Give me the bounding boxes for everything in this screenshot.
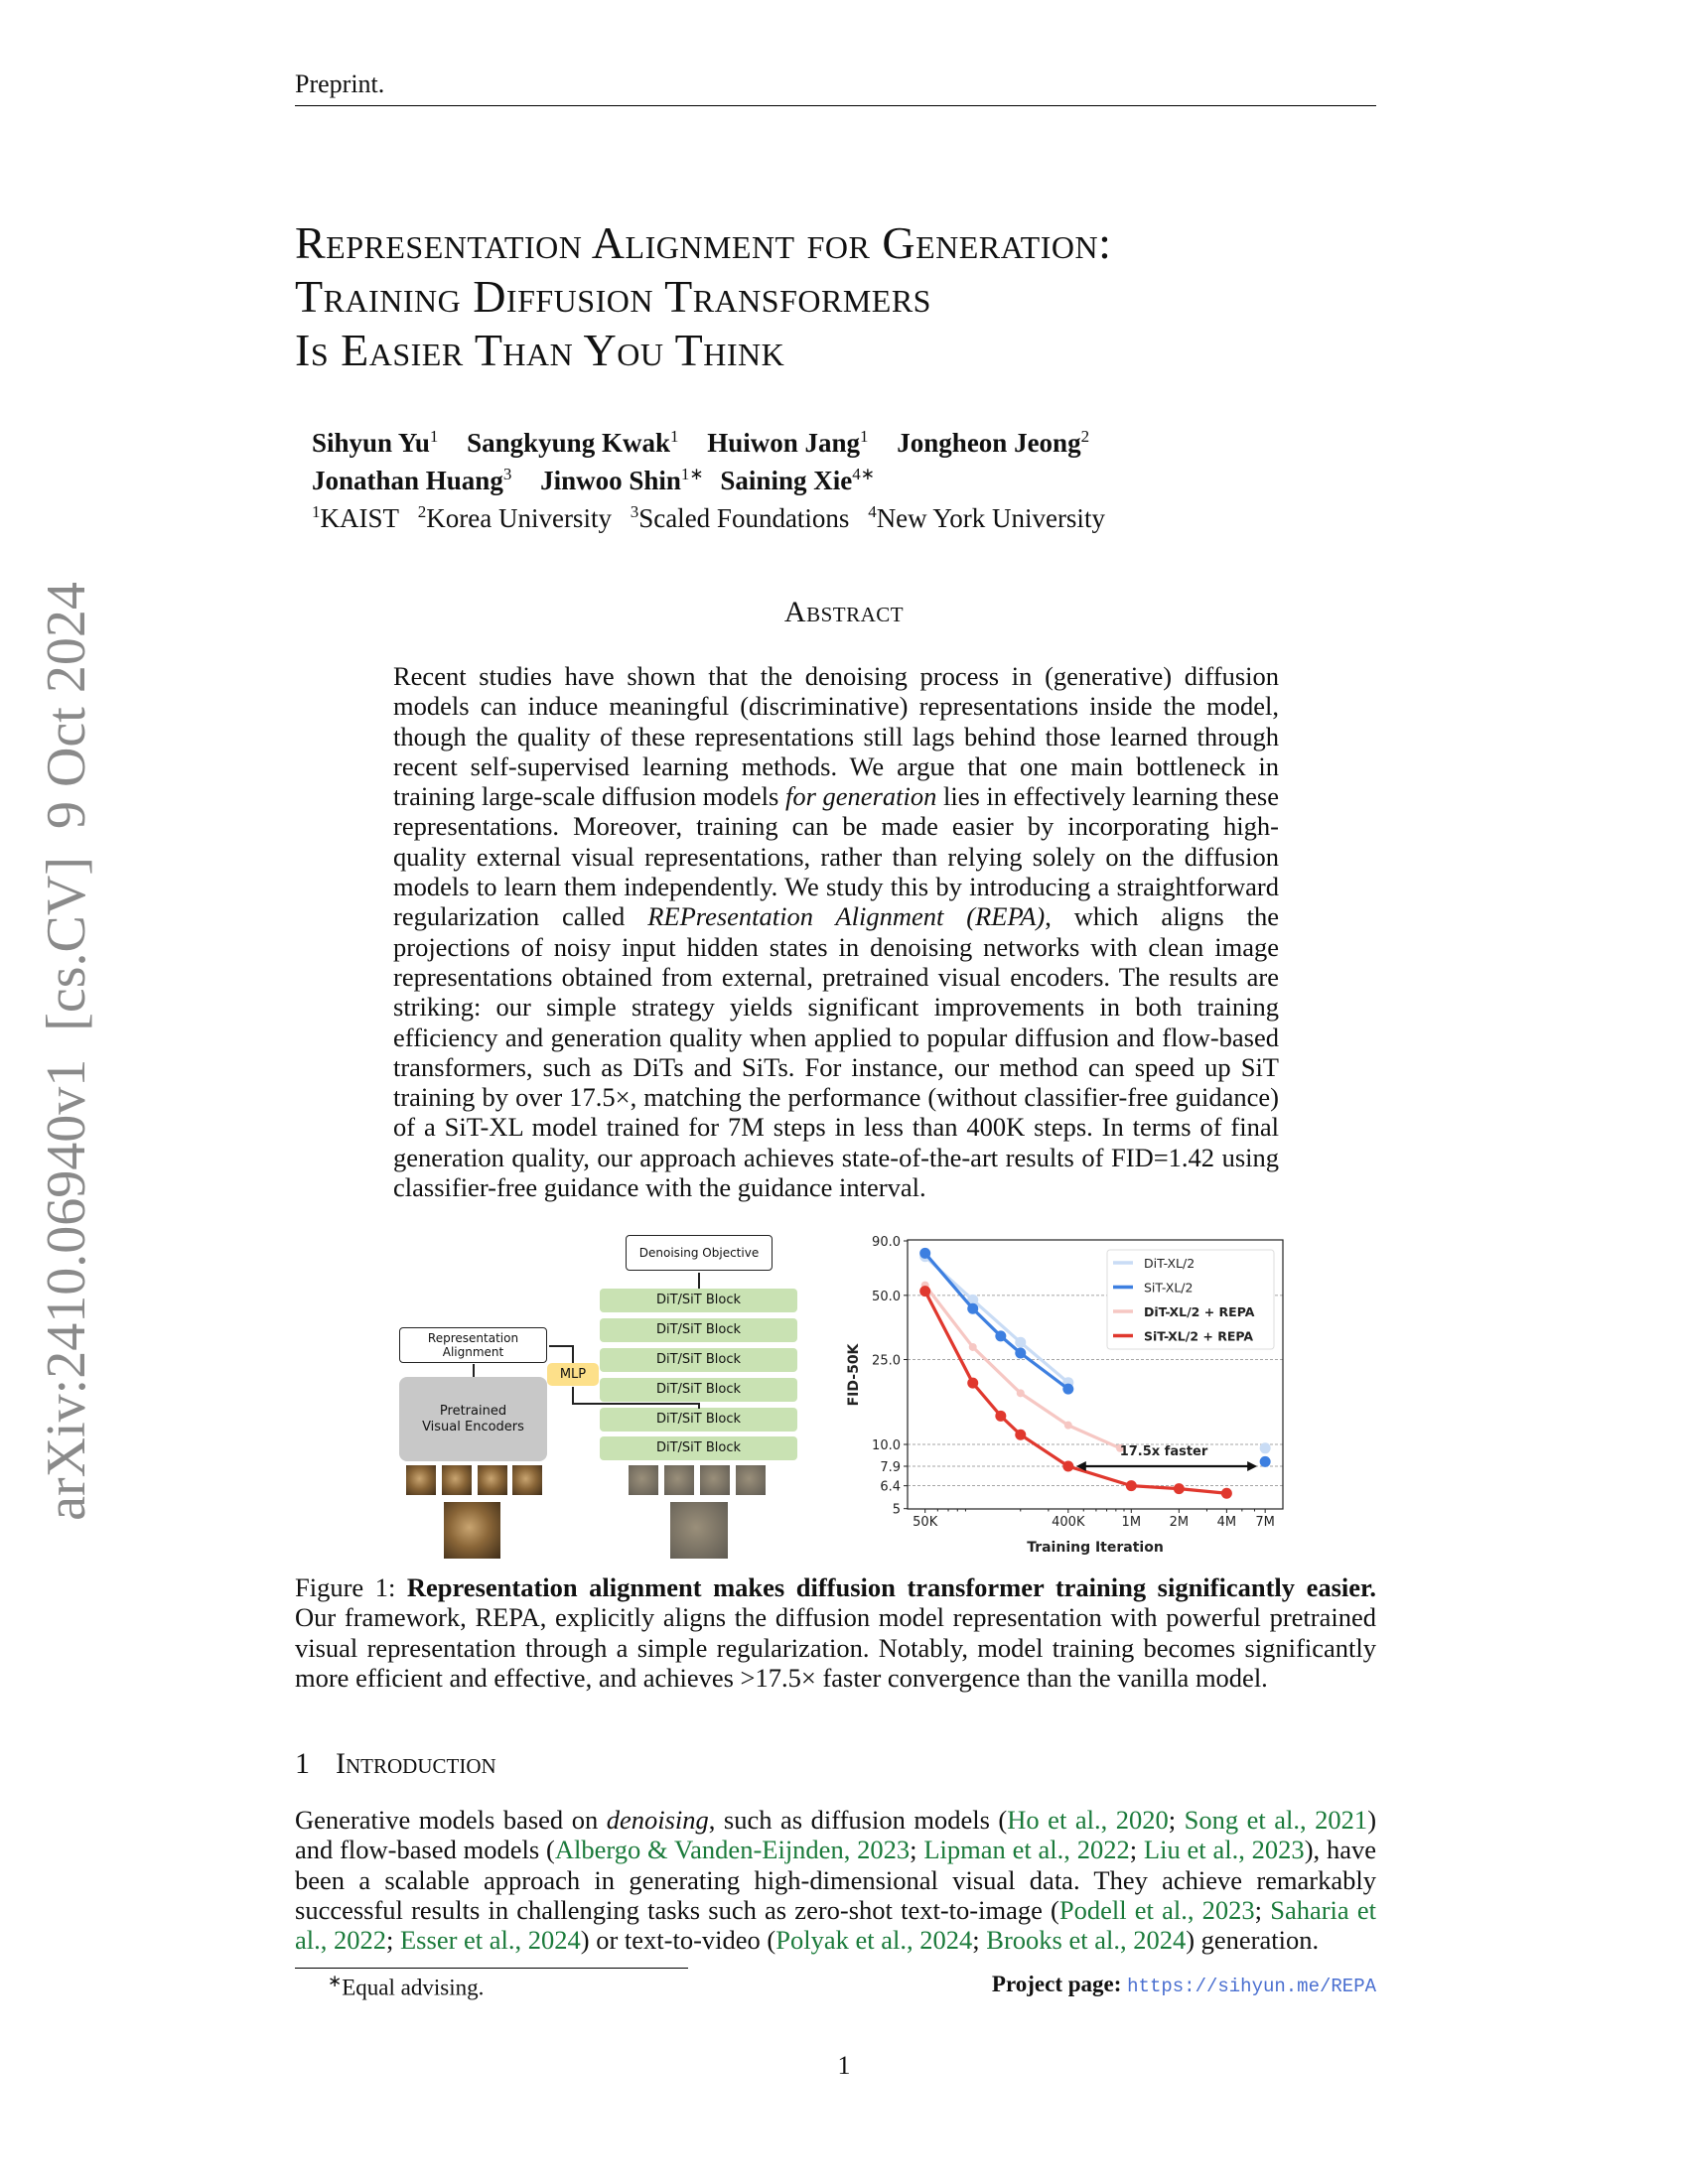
x-tick-label: 2M xyxy=(1169,1515,1190,1530)
title-line: Representation Alignment for Generation: xyxy=(295,217,1112,268)
author: Jonathan Huang$^3$ xyxy=(312,465,512,495)
text-segment: ; xyxy=(1129,1835,1144,1865)
section-number: 1 xyxy=(295,1747,310,1780)
text-segment: ) or text-to-video ( xyxy=(580,1925,776,1956)
connector xyxy=(698,1403,700,1409)
y-tick-label: 10.0 xyxy=(872,1438,901,1454)
abstract-text xyxy=(393,661,1279,1202)
x-tick-label: 1M xyxy=(1121,1515,1142,1530)
citation-link[interactable]: Esser et al., 2024 xyxy=(400,1925,581,1956)
noisy-cat-crop-image xyxy=(700,1465,730,1495)
author: Huiwon Jang$^1$ xyxy=(707,427,869,458)
y-tick-label: 6.4 xyxy=(880,1479,901,1495)
y-tick-label: 7.9 xyxy=(880,1459,901,1475)
data-point xyxy=(1064,1422,1072,1430)
data-point xyxy=(1017,1389,1025,1397)
citation-link[interactable]: Song et al., 2021 xyxy=(1184,1805,1368,1835)
author-block xyxy=(312,421,1117,534)
y-tick-label: 50.0 xyxy=(872,1289,901,1304)
dit-sit-block: DiT/SiT Block xyxy=(600,1378,797,1402)
cat-image xyxy=(444,1502,500,1559)
dit-sit-block: DiT/SiT Block xyxy=(600,1436,797,1460)
noisy-cat-crop-image xyxy=(629,1465,658,1495)
dit-sit-block: DiT/SiT Block xyxy=(600,1318,797,1342)
caption-label: Figure 1: xyxy=(295,1572,407,1602)
x-tick-label: 7M xyxy=(1255,1515,1275,1530)
series-dit-xl-2-repa xyxy=(921,1282,1124,1452)
data-point xyxy=(995,1330,1006,1341)
connector xyxy=(572,1403,699,1405)
citation-link[interactable]: Ho et al., 2020 xyxy=(1007,1805,1169,1835)
text-segment: ; xyxy=(1168,1805,1185,1835)
text-segment: ) generation. xyxy=(1186,1925,1320,1956)
section-heading xyxy=(295,1747,496,1781)
arrow-up xyxy=(473,1364,475,1377)
caption-body: Our framework, REPA, explicitly aligns the diffusion model representation with powerful pretrained visual representation through a simple regularization. Notably, model training becomes significantly more efficient and effective, and achieves >17.5× faster convergence than the vanilla model. xyxy=(295,1602,1376,1693)
arrow-up xyxy=(698,1273,700,1289)
cat-crop-image xyxy=(512,1465,542,1495)
author: Jinwoo Shin$^{1∗}$ xyxy=(540,465,704,495)
affiliation: $^4$New York University xyxy=(868,502,1105,533)
dit-sit-block: DiT/SiT Block xyxy=(600,1348,797,1372)
project-page xyxy=(992,1972,1376,1997)
text-segment: Recent studies have shown that the denoising process in (generative) diffusion models can induce meaningful (discriminative) representations inside the model, though the quality of these representations still lags behind those learned through recent self-supervised learning methods. We argue that one main bottleneck in training large-scale diffusion models xyxy=(393,661,1279,812)
citation-link[interactable]: Saharia et al., 2022 xyxy=(295,1894,1376,1956)
footnote-rule xyxy=(295,1968,688,1969)
text-segment: , which aligns the projections of noisy input hidden states in denoising networks with clean image representations obtained from external, pretrained visual encoders. The results are striking: our simple strategy yields significant improvements in both training efficiency and generation quality when applied to popular diffusion and flow-based transformers, such as DiTs and SiTs. For instance, our method can speed up SiT training by over 17.5×, matching the performance (without classifier-free guidance) of a SiT-XL model trained for 7M steps in less than 400K steps. In terms of final generation quality, our approach achieves state-of-the-art results of FID=1.42 using classifier-free guidance with the guidance interval. xyxy=(393,901,1279,1203)
citation-link[interactable]: Liu et al., 2023 xyxy=(1143,1835,1305,1865)
annotation-label: 17.5x faster xyxy=(1119,1444,1208,1459)
author-line xyxy=(312,459,1117,496)
data-point xyxy=(919,1248,930,1259)
running-header: Preprint. xyxy=(295,69,1376,106)
citation-link[interactable]: Polyak et al., 2024 xyxy=(775,1925,973,1956)
cat-crop-image xyxy=(442,1465,472,1495)
data-point xyxy=(1260,1442,1271,1453)
x-tick-label: 50K xyxy=(913,1515,938,1530)
data-point xyxy=(1174,1483,1185,1494)
text-segment: ; xyxy=(910,1835,924,1865)
denoising-objective-box: Denoising Objective xyxy=(626,1235,773,1271)
data-point xyxy=(919,1286,930,1297)
dit-sit-block: DiT/SiT Block xyxy=(600,1289,797,1312)
text-segment: Generative models based on xyxy=(295,1805,607,1835)
data-point xyxy=(967,1378,978,1389)
text-segment: ) and flow-based models ( xyxy=(295,1805,1377,1865)
connector xyxy=(549,1345,574,1347)
citation-link[interactable]: Albergo & Vanden-Eijnden, 2023 xyxy=(554,1835,911,1865)
footnote: ∗Equal advising. xyxy=(328,1972,485,2000)
mlp-box: MLP xyxy=(547,1363,599,1386)
legend-label: SiT-XL/2 xyxy=(1144,1280,1194,1296)
arrow-head xyxy=(1247,1461,1257,1471)
paper-title xyxy=(295,216,1437,377)
affiliation: $^3$Scaled Foundations xyxy=(630,502,850,533)
legend-label: SiT-XL/2 + REPA xyxy=(1144,1328,1254,1344)
dit-sit-block: DiT/SiT Block xyxy=(600,1408,797,1432)
series-line xyxy=(925,1257,1068,1383)
x-tick-label: 400K xyxy=(1052,1515,1085,1530)
citation-link[interactable]: Lipman et al., 2022 xyxy=(923,1835,1130,1865)
author: Sangkyung Kwak$^1$ xyxy=(467,427,679,458)
affiliation: $^2$Korea University xyxy=(417,502,612,533)
section-title: Introduction xyxy=(336,1747,496,1780)
fid-chart xyxy=(824,1221,1301,1564)
author-line xyxy=(312,421,1117,459)
data-point xyxy=(995,1411,1006,1422)
x-tick-label: 4M xyxy=(1216,1515,1237,1530)
text-segment: ; xyxy=(386,1925,400,1956)
cat-crop-image xyxy=(478,1465,507,1495)
data-point xyxy=(1062,1460,1073,1471)
intro-paragraph xyxy=(295,1805,1376,1955)
emphasis-text: denoising xyxy=(606,1805,709,1835)
project-url-link[interactable]: https://sihyun.me/REPA xyxy=(1127,1976,1376,1997)
connector xyxy=(572,1345,574,1363)
text-segment: ; xyxy=(972,1925,987,1956)
y-axis-label: FID-50K xyxy=(846,1343,862,1407)
noisy-cat-crop-image xyxy=(736,1465,766,1495)
citation-link[interactable]: Brooks et al., 2024 xyxy=(986,1925,1187,1956)
arxiv-stamp: arXiv:2410.06940v1 [cs.CV] 9 Oct 2024 xyxy=(36,582,97,1521)
text-segment: ), have been a scalable approach in generating high-dimensional visual data. They achieve remarkably successful results in challenging tasks such as zero-shot text-to-image ( xyxy=(295,1835,1376,1925)
noisy-cat-crop-image xyxy=(664,1465,694,1495)
data-point xyxy=(967,1303,978,1314)
cat-crop-image xyxy=(406,1465,436,1495)
series-line xyxy=(925,1286,1120,1448)
legend-label: DiT-XL/2 + REPA xyxy=(1144,1304,1255,1319)
pretrained-visual-encoders: Pretrained Visual Encoders xyxy=(399,1377,547,1461)
data-point xyxy=(1260,1456,1271,1467)
title-line: Is Easier Than You Think xyxy=(295,325,785,375)
y-tick-label: 90.0 xyxy=(872,1235,901,1250)
data-point xyxy=(1126,1480,1137,1491)
caption-bold: Representation alignment makes diffusion transformer training significantly easier. xyxy=(406,1572,1376,1602)
author: Sihyun Yu$^1$ xyxy=(312,427,439,458)
legend-label: DiT-XL/2 xyxy=(1144,1256,1196,1271)
data-point xyxy=(1062,1384,1073,1395)
author: Saining Xie$^{4∗}$ xyxy=(720,465,875,495)
data-point xyxy=(969,1343,977,1351)
abstract-heading: Abstract xyxy=(783,596,905,628)
data-point xyxy=(1221,1488,1232,1499)
connector xyxy=(572,1387,574,1404)
noisy-cat-image xyxy=(670,1502,728,1559)
data-point xyxy=(1015,1348,1026,1359)
affiliation: $^1$KAIST xyxy=(312,502,399,533)
y-tick-label: 25.0 xyxy=(872,1353,901,1369)
text-segment: lies in effectively learning these representations. Moreover, training can be made easier by incorporating high-quality external visual representations, rather than relying solely on the diffusion models to learn them independently. We study this by introducing a straightforward regularization called xyxy=(393,781,1279,932)
text-segment: ; xyxy=(1254,1894,1271,1925)
emphasis-text: REPresentation Alignment (REPA) xyxy=(647,901,1046,932)
affiliations xyxy=(312,496,1117,534)
text-segment: , such as diffusion models ( xyxy=(708,1805,1008,1835)
figure-caption xyxy=(295,1572,1376,1693)
emphasis-text: for generation xyxy=(784,781,937,812)
x-axis-label: Training Iteration xyxy=(1027,1540,1164,1556)
author: Jongheon Jeong$^2$ xyxy=(897,427,1090,458)
citation-link[interactable]: Podell et al., 2023 xyxy=(1058,1894,1255,1925)
project-label: Project page: xyxy=(991,1972,1122,1996)
title-line: Training Diffusion Transformers xyxy=(295,271,931,322)
data-point xyxy=(1015,1430,1026,1440)
representation-alignment-box: Representation Alignment xyxy=(399,1327,547,1363)
data-point xyxy=(1015,1337,1026,1348)
page-number: 1 xyxy=(837,2051,851,2080)
y-tick-label: 5 xyxy=(892,1502,901,1518)
